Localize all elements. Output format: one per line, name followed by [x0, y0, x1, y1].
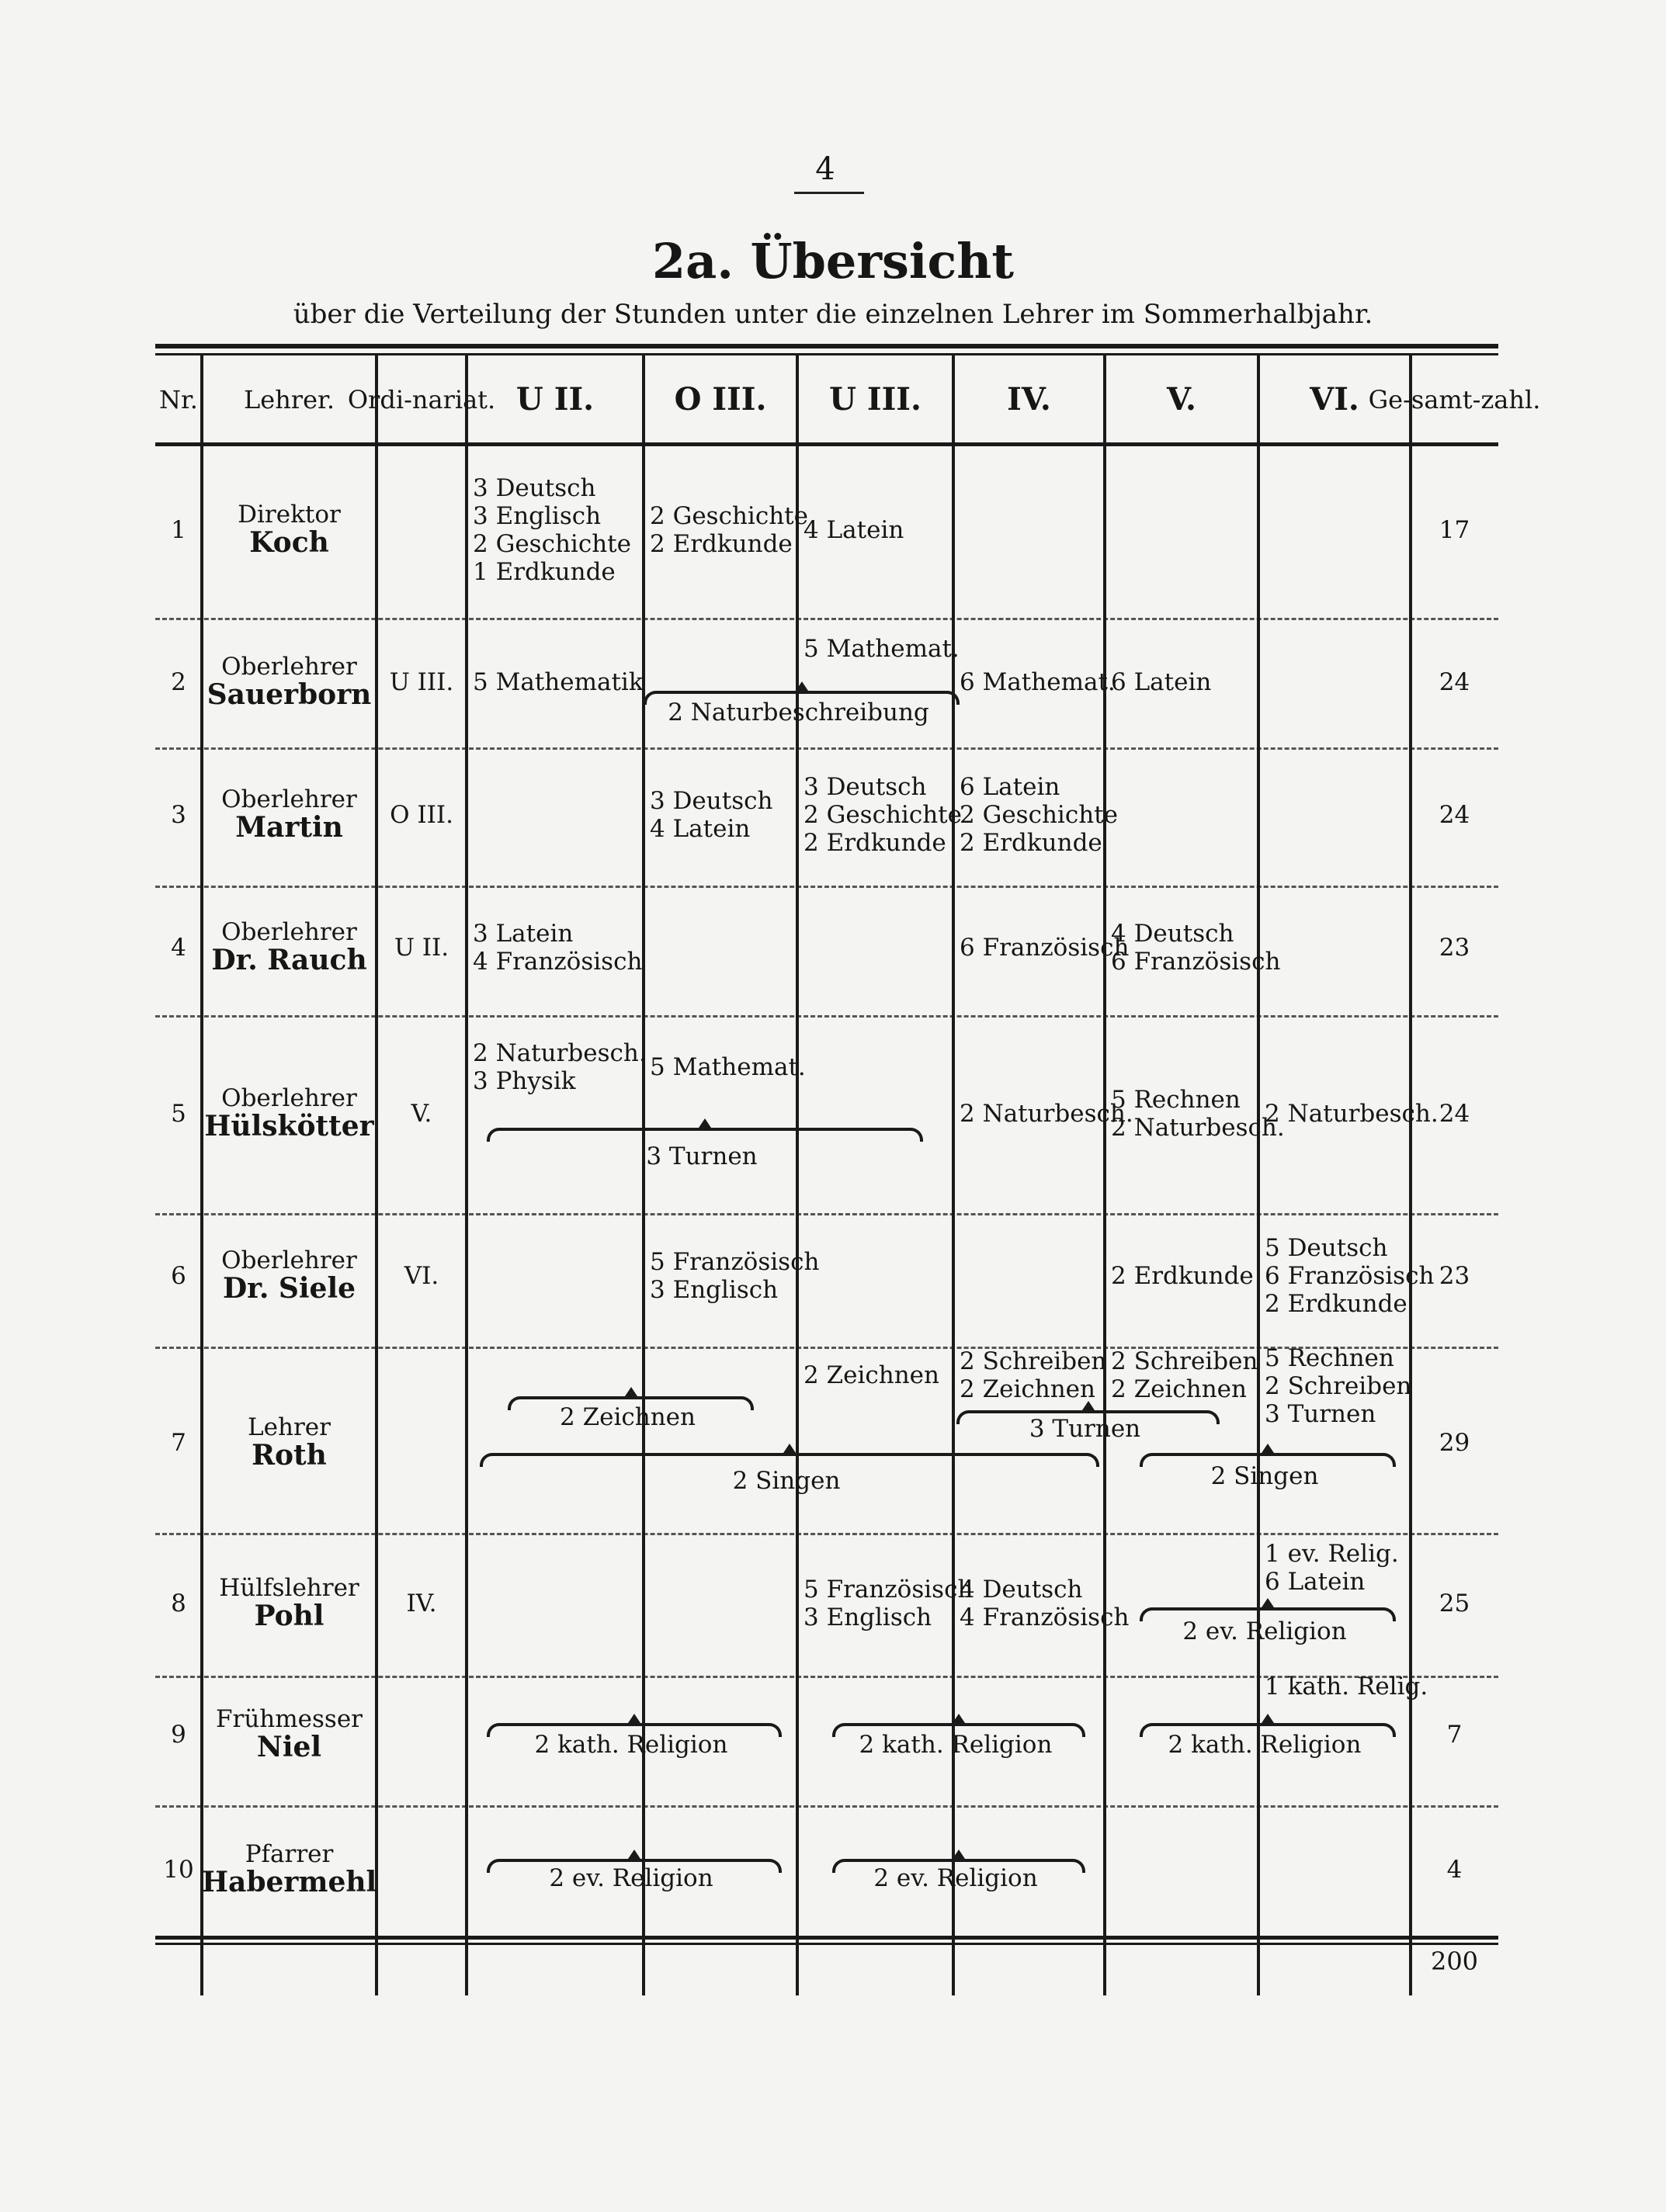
teacher-title: Oberlehrer [221, 653, 357, 681]
ordinariat: U III. [389, 668, 454, 696]
teacher [202, 1413, 377, 1472]
subject-entry: 6 Französisch [960, 934, 1130, 962]
teacher [202, 1246, 377, 1305]
subject-cell [1265, 1673, 1428, 1701]
teacher-name: Roth [252, 1439, 327, 1472]
subject-entry: 3 Englisch [803, 1604, 932, 1631]
teacher-name: Niel [256, 1731, 322, 1763]
subject-entry: 3 Deutsch [803, 773, 927, 801]
row-number: 3 [171, 801, 186, 829]
ordinariat: VI. [404, 1262, 439, 1290]
row-total: 24 [1439, 801, 1470, 829]
subject-cell [960, 668, 1116, 696]
teacher [202, 918, 377, 974]
teacher-name: Hülskötter [204, 1110, 374, 1142]
subject-cell [1111, 1086, 1285, 1142]
subject-entry: 2 Naturbesch. [1111, 1114, 1285, 1142]
shared-subject: 2 Singen [1210, 1462, 1319, 1490]
subject-cell [803, 773, 962, 857]
subject-entry: 4 Latein [803, 516, 904, 544]
subject-entry: 5 Französisch [650, 1248, 820, 1276]
subject-entry: 3 Latein [473, 920, 574, 948]
teacher [202, 653, 377, 709]
column-header-text: Ge- [1368, 385, 1411, 414]
subject-entry: 3 Deutsch [473, 474, 596, 502]
column-header [1368, 355, 1541, 444]
column-header-text: IV. [1007, 381, 1051, 418]
teacher [202, 1574, 377, 1630]
subject-entry: 5 Mathemat. [650, 1053, 806, 1081]
teacher [202, 1705, 377, 1761]
teacher-title: Oberlehrer [221, 918, 357, 946]
subject-entry: 2 Erdkunde [803, 829, 946, 857]
subject-entry: 6 Latein [960, 773, 1060, 801]
subject-entry: 2 Geschichte [650, 502, 808, 530]
row-number: 6 [171, 1262, 186, 1290]
shared-subject: 2 Singen [732, 1467, 841, 1495]
subject-cell [803, 1361, 939, 1389]
shared-subject: 2 Zeichnen [560, 1403, 696, 1431]
teacher-name: Martin [235, 811, 343, 844]
teacher [202, 785, 377, 844]
subject-entry: 1 ev. Relig. [1265, 1540, 1399, 1568]
column-header-text: V. [1167, 381, 1196, 418]
subject-entry: 3 Turnen [1265, 1400, 1376, 1428]
subject-entry: 5 Französisch [803, 1576, 974, 1604]
subject-entry: 2 Schreiben [960, 1347, 1107, 1375]
row-separator [155, 886, 1498, 888]
subject-entry: 2 Erdkunde [1265, 1290, 1407, 1318]
subject-entry: 3 Englisch [650, 1276, 779, 1304]
teacher-name: Habermehl [202, 1866, 377, 1898]
ordinariat: O III. [390, 801, 453, 829]
column-divider [465, 355, 468, 1995]
subject-entry: 4 Französisch [960, 1604, 1130, 1631]
column-header-text: zahl. [1480, 385, 1541, 414]
subject-entry: 3 Deutsch [650, 787, 773, 815]
brace-icon [480, 1453, 1099, 1467]
column-header [347, 355, 496, 444]
subject-cell [1265, 1344, 1411, 1428]
subject-cell [803, 1576, 973, 1631]
subject-entry: 2 Zeichnen [960, 1375, 1095, 1403]
teacher-title: Direktor [238, 501, 341, 529]
subject-entry: 1 Erdkunde [473, 558, 616, 586]
teacher-title: Pfarrer [245, 1840, 334, 1868]
page-number-rule [794, 192, 864, 194]
row-total: 24 [1439, 668, 1470, 696]
row-separator [155, 618, 1498, 620]
shared-subject: 2 Naturbeschreibung [668, 699, 929, 726]
teacher-name: Dr. Rauch [211, 944, 367, 976]
column-divider [1409, 355, 1412, 1995]
subject-entry: 5 Rechnen [1111, 1086, 1241, 1114]
column-header-text: Lehrer. [244, 385, 335, 414]
subject-cell [960, 1347, 1106, 1403]
grand-total: 200 [1430, 1947, 1479, 1976]
subject-cell [473, 668, 644, 696]
row-separator [155, 747, 1498, 750]
subject-entry: 5 Rechnen [1265, 1344, 1394, 1372]
row-number: 5 [171, 1100, 186, 1128]
subject-entry: 2 Geschichte [803, 801, 962, 829]
column-header [1105, 355, 1258, 444]
subject-entry: 2 Geschichte [473, 530, 631, 558]
teacher-name: Sauerborn [207, 678, 372, 711]
teacher-name: Dr. Siele [222, 1272, 356, 1305]
subject-entry: 2 Erdkunde [1111, 1262, 1254, 1290]
subject-entry: 4 Deutsch [960, 1576, 1083, 1604]
row-number: 7 [171, 1429, 186, 1457]
row-total: 23 [1439, 934, 1470, 962]
row-total: 25 [1439, 1590, 1470, 1617]
row-total: 23 [1439, 1262, 1470, 1290]
teacher-name: Koch [249, 526, 329, 559]
subject-cell [960, 934, 1129, 962]
column-header-text: Nr. [159, 385, 198, 414]
page-title: 2a. Übersicht [652, 233, 1014, 290]
subject-entry: 2 Erdkunde [650, 530, 793, 558]
column-header [644, 355, 797, 444]
subject-entry: 2 Zeichnen [803, 1361, 939, 1389]
column-header [155, 355, 202, 444]
column-header [797, 355, 953, 444]
shared-subject: 2 ev. Religion [1182, 1617, 1347, 1645]
subject-entry: 2 Schreiben [1111, 1347, 1258, 1375]
subject-entry: 6 Latein [1111, 668, 1212, 696]
subject-cell [1111, 668, 1211, 696]
subject-entry: 1 kath. Relig. [1265, 1673, 1428, 1701]
shared-subject: 2 kath. Religion [534, 1731, 728, 1759]
teacher-title: Lehrer [248, 1413, 331, 1441]
row-separator [155, 1805, 1498, 1808]
row-separator [155, 1213, 1498, 1215]
teacher-title: Frühmesser [216, 1705, 363, 1733]
subject-cell [803, 516, 904, 544]
column-header-text: nariat. [411, 385, 496, 414]
subject-cell [650, 1248, 819, 1304]
row-separator [155, 1015, 1498, 1018]
teacher-title: Oberlehrer [221, 1084, 357, 1112]
subject-cell [1111, 1347, 1258, 1403]
subject-cell [473, 920, 642, 976]
table-bottom-rule [155, 1936, 1498, 1940]
subject-cell [650, 787, 772, 843]
subject-cell [803, 635, 960, 663]
column-header-text: Ordi- [347, 385, 412, 414]
row-number: 8 [171, 1590, 186, 1617]
ordinariat: V. [411, 1100, 432, 1128]
column-divider [1103, 355, 1106, 1995]
column-header-text: VI. [1310, 381, 1359, 418]
row-total: 29 [1439, 1429, 1470, 1457]
subject-cell [650, 1053, 806, 1081]
column-divider [796, 355, 799, 1995]
subject-entry: 2 Erdkunde [960, 829, 1102, 857]
subject-cell [1111, 920, 1280, 976]
column-header [953, 355, 1105, 444]
subject-cell [650, 502, 808, 558]
row-total: 4 [1446, 1856, 1463, 1884]
teacher-title: Oberlehrer [221, 1246, 357, 1274]
ordinariat: IV. [406, 1590, 437, 1617]
shared-subject: 3 Turnen [1029, 1415, 1141, 1443]
row-total: 17 [1439, 516, 1470, 544]
subject-cell [1111, 1262, 1254, 1290]
subject-cell [960, 1100, 1133, 1128]
row-separator [155, 1533, 1498, 1535]
column-header-text: U II. [515, 381, 595, 418]
subject-entry: 6 Französisch [1111, 948, 1281, 976]
row-number: 4 [171, 934, 186, 962]
teacher-name: Pohl [254, 1600, 325, 1632]
row-number: 1 [171, 516, 186, 544]
row-total: 7 [1446, 1721, 1463, 1749]
subject-entry: 2 Zeichnen [1111, 1375, 1247, 1403]
subject-entry: 2 Geschichte [960, 801, 1118, 829]
row-total: 24 [1439, 1100, 1470, 1128]
shared-subject: 2 ev. Religion [873, 1864, 1038, 1892]
subject-cell [960, 773, 1118, 857]
subject-entry: 2 Naturbesch. [1265, 1100, 1439, 1128]
subject-entry: 5 Mathemat. [803, 635, 960, 663]
column-header-text: O III. [674, 381, 767, 418]
subject-entry: 2 Naturbesch. [960, 1100, 1133, 1128]
teacher-title: Oberlehrer [221, 785, 357, 813]
row-number: 9 [171, 1721, 186, 1749]
shared-subject: 2 ev. Religion [549, 1864, 713, 1892]
row-number: 2 [171, 668, 186, 696]
subject-entry: 2 Naturbesch. [473, 1039, 647, 1067]
row-number: 10 [163, 1856, 194, 1884]
subject-cell [1265, 1234, 1434, 1318]
shared-subject: 2 kath. Religion [859, 1731, 1053, 1759]
shared-subject: 2 kath. Religion [1168, 1731, 1362, 1759]
brace-icon [487, 1128, 923, 1142]
subject-entry: 4 Deutsch [1111, 920, 1234, 948]
subject-entry: 6 Mathemat. [960, 668, 1116, 696]
page-subtitle: über die Verteilung der Stunden unter die einzelnen Lehrer im Sommerhalbjahr. [293, 299, 1373, 330]
ordinariat: U II. [394, 934, 449, 962]
subject-entry: 4 Latein [650, 815, 751, 843]
table-top-rule [155, 344, 1498, 348]
subject-entry: 3 Physik [473, 1067, 576, 1095]
column-header [467, 355, 644, 444]
subject-entry: 5 Mathematik [473, 668, 644, 696]
subject-cell [1265, 1540, 1399, 1596]
subject-entry: 2 Schreiben [1265, 1372, 1412, 1400]
teacher [202, 501, 377, 559]
column-header-text: samt- [1411, 385, 1481, 414]
subject-entry: 6 Französisch [1265, 1262, 1435, 1290]
page-number: 4 [815, 151, 835, 187]
subject-entry: 5 Deutsch [1265, 1234, 1388, 1262]
subject-cell [960, 1576, 1129, 1631]
teacher [202, 1084, 377, 1140]
subject-cell [473, 474, 631, 586]
subject-entry: 6 Latein [1265, 1568, 1366, 1596]
teacher [202, 1840, 377, 1896]
column-header-text: U III. [829, 381, 922, 418]
subject-entry: 4 Französisch [473, 948, 643, 976]
subject-entry: 3 Englisch [473, 502, 602, 530]
table-bottom-rule-thin [155, 1943, 1498, 1945]
shared-subject: 3 Turnen [646, 1142, 758, 1170]
subject-cell [473, 1039, 647, 1095]
teacher-title: Hülfslehrer [219, 1574, 359, 1602]
